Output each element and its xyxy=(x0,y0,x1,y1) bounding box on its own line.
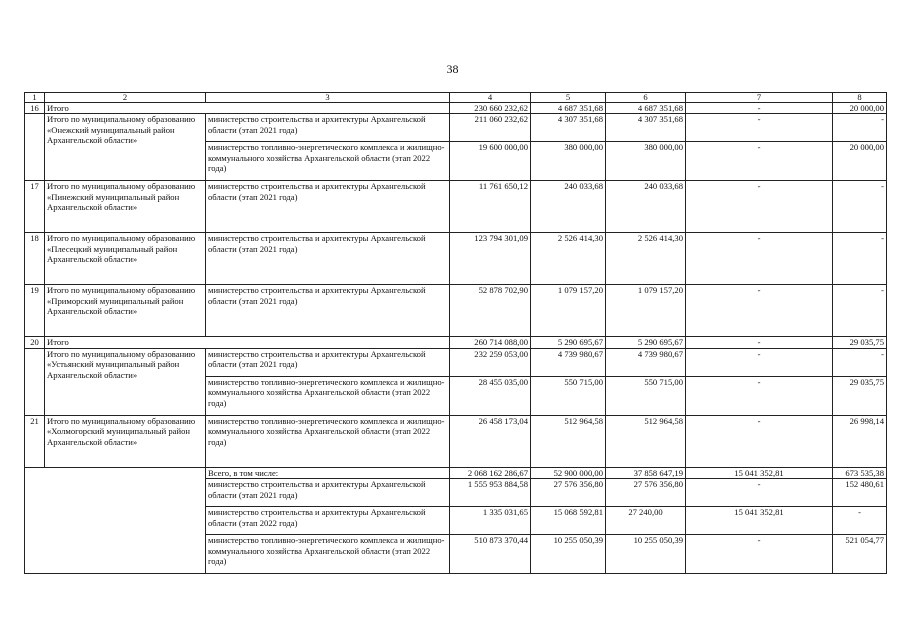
value-col5: 10 255 050,39 xyxy=(531,535,606,574)
value-col8: 521 054,77 xyxy=(833,535,887,574)
row-number: 19 xyxy=(25,285,45,337)
value-col4: 19 600 000,00 xyxy=(450,142,531,181)
value-col7: - xyxy=(686,415,833,467)
value-col4: 510 873 370,44 xyxy=(450,535,531,574)
value-col7: - xyxy=(686,337,833,348)
value-col8: 152 480,61 xyxy=(833,479,887,507)
value-col5: 27 576 356,80 xyxy=(531,479,606,507)
row-number: 20 xyxy=(25,337,45,348)
value-col5: 512 964,58 xyxy=(531,415,606,467)
value-col7: - xyxy=(686,376,833,415)
value-col8: 26 998,14 xyxy=(833,415,887,467)
value-col5: 4 307 351,68 xyxy=(531,114,606,142)
value-col4: 230 660 232,62 xyxy=(450,103,531,114)
table-row xyxy=(25,415,887,467)
municipality-name: Итого по муниципальному образованию «Онежский муниципальный район Архангельской области» xyxy=(45,114,206,181)
value-col5: 550 715,00 xyxy=(531,376,606,415)
value-col7: - xyxy=(686,285,833,337)
value-col5: 4 687 351,68 xyxy=(531,103,606,114)
row-number: 17 xyxy=(25,181,45,233)
value-col6: 5 290 695,67 xyxy=(606,337,686,348)
table-row xyxy=(25,181,887,233)
funding-table xyxy=(24,92,887,574)
value-col6: 4 739 980,67 xyxy=(606,348,686,376)
value-col8: - xyxy=(833,285,887,337)
row-number: 16 xyxy=(25,103,45,114)
table-row xyxy=(25,348,887,376)
value-col4: 26 458 173,04 xyxy=(450,415,531,467)
value-col6: 10 255 050,39 xyxy=(606,535,686,574)
header-cell: 3 xyxy=(206,93,450,103)
value-col7: - xyxy=(686,348,833,376)
value-col5: 15 068 592,81 xyxy=(531,507,606,535)
value-col7: 15 041 352,81 xyxy=(686,507,833,535)
header-cell: 7 xyxy=(686,93,833,103)
row-number: 21 xyxy=(25,415,45,467)
municipality-name: Итого по муниципальному образованию «Холмогорский муниципальный район Архангельской области» xyxy=(45,415,206,467)
value-col4: 1 555 953 884,58 xyxy=(450,479,531,507)
value-col4: 123 794 301,09 xyxy=(450,233,531,285)
value-col4: 2 068 162 286,67 xyxy=(450,467,531,478)
header-cell: 5 xyxy=(531,93,606,103)
value-col7: - xyxy=(686,479,833,507)
municipality-name: Итого по муниципальному образованию «Плесецкий муниципальный район Архангельской области» xyxy=(45,233,206,285)
value-col8: 20 000,00 xyxy=(833,103,887,114)
value-col5: 5 290 695,67 xyxy=(531,337,606,348)
header-cell: 8 xyxy=(833,93,887,103)
value-col6: 1 079 157,20 xyxy=(606,285,686,337)
value-col4: 28 455 035,00 xyxy=(450,376,531,415)
value-col8: 29 035,75 xyxy=(833,337,887,348)
value-col4: 11 761 650,12 xyxy=(450,181,531,233)
header-cell: 1 xyxy=(25,93,45,103)
ministry-name: министерство топливно-энергетического комплекса и жилищно-коммунального хозяйства Архангельской области (этап 2022 года) xyxy=(206,535,450,574)
table-row xyxy=(25,114,887,142)
table-row xyxy=(25,233,887,285)
value-col6: 2 526 414,30 xyxy=(606,233,686,285)
table-row xyxy=(25,103,887,114)
ministry-name: министерство строительства и архитектуры Архангельской области (этап 2021 года) xyxy=(206,285,450,337)
ministry-name: министерство топливно-энергетического комплекса и жилищно-коммунального хозяйства Архангельской области (этап 2022 года) xyxy=(206,376,450,415)
value-col8: - xyxy=(833,233,887,285)
value-col6: 512 964,58 xyxy=(606,415,686,467)
header-cell: 6 xyxy=(606,93,686,103)
row-number: 18 xyxy=(25,233,45,285)
value-col5: 2 526 414,30 xyxy=(531,233,606,285)
value-col7: 15 041 352,81 xyxy=(686,467,833,478)
ministry-name: министерство строительства и архитектуры Архангельской области (этап 2021 года) xyxy=(206,233,450,285)
value-col6: 240 033,68 xyxy=(606,181,686,233)
table-row xyxy=(25,285,887,337)
value-col5: 1 079 157,20 xyxy=(531,285,606,337)
value-col6: 550 715,00 xyxy=(606,376,686,415)
value-col6: 27 576 356,80 xyxy=(606,479,686,507)
value-col8: 673 535,38 xyxy=(833,467,887,478)
ministry-name: министерство строительства и архитектуры Архангельской области (этап 2021 года) xyxy=(206,479,450,507)
empty-cell xyxy=(25,467,206,573)
value-col4: 260 714 088,00 xyxy=(450,337,531,348)
row-name: Итого xyxy=(45,337,450,348)
value-col6: 27 240,00 xyxy=(606,507,686,535)
value-col7: - xyxy=(686,233,833,285)
value-col7: - xyxy=(686,181,833,233)
value-col8: - xyxy=(833,348,887,376)
header-cell: 2 xyxy=(45,93,206,103)
ministry-name: министерство строительства и архитектуры Архангельской области (этап 2021 года) xyxy=(206,114,450,142)
value-col8: - xyxy=(833,507,887,535)
ministry-name: министерство строительства и архитектуры Архангельской области (этап 2022 года) xyxy=(206,507,450,535)
value-col8: - xyxy=(833,114,887,142)
value-col4: 52 878 702,90 xyxy=(450,285,531,337)
value-col8: 20 000,00 xyxy=(833,142,887,181)
value-col4: 232 259 053,00 xyxy=(450,348,531,376)
value-col6: 37 858 647,19 xyxy=(606,467,686,478)
value-col8: 29 035,75 xyxy=(833,376,887,415)
value-col5: 4 739 980,67 xyxy=(531,348,606,376)
value-col7: - xyxy=(686,535,833,574)
value-col7: - xyxy=(686,142,833,181)
row-number xyxy=(25,114,45,181)
table-row xyxy=(25,467,887,478)
value-col7: - xyxy=(686,114,833,142)
total-label: Всего, в том числе: xyxy=(206,467,450,478)
ministry-name: министерство топливно-энергетического комплекса и жилищно-коммунального хозяйства Архангельской области (этап 2022 года) xyxy=(206,142,450,181)
value-col8: - xyxy=(833,181,887,233)
value-col5: 52 900 000,00 xyxy=(531,467,606,478)
value-col4: 1 335 031,65 xyxy=(450,507,531,535)
value-col4: 211 060 232,62 xyxy=(450,114,531,142)
value-col7: - xyxy=(686,103,833,114)
municipality-name: Итого по муниципальному образованию «Приморский муниципальный район Архангельской области» xyxy=(45,285,206,337)
table-row xyxy=(25,337,887,348)
value-col6: 4 687 351,68 xyxy=(606,103,686,114)
ministry-name: министерство топливно-энергетического комплекса и жилищно-коммунального хозяйства Архангельской области (этап 2022 года) xyxy=(206,415,450,467)
ministry-name: министерство строительства и архитектуры Архангельской области (этап 2021 года) xyxy=(206,181,450,233)
row-number xyxy=(25,348,45,415)
municipality-name: Итого по муниципальному образованию «Пинежский муниципальный район Архангельской области» xyxy=(45,181,206,233)
column-number-row xyxy=(25,93,887,103)
ministry-name: министерство строительства и архитектуры Архангельской области (этап 2021 года) xyxy=(206,348,450,376)
header-cell: 4 xyxy=(450,93,531,103)
page-number: 38 xyxy=(446,62,459,76)
value-col5: 240 033,68 xyxy=(531,181,606,233)
row-name: Итого xyxy=(45,103,450,114)
value-col6: 4 307 351,68 xyxy=(606,114,686,142)
value-col5: 380 000,00 xyxy=(531,142,606,181)
municipality-name: Итого по муниципальному образованию «Устьянский муниципальный район Архангельской области» xyxy=(45,348,206,415)
value-col6: 380 000,00 xyxy=(606,142,686,181)
